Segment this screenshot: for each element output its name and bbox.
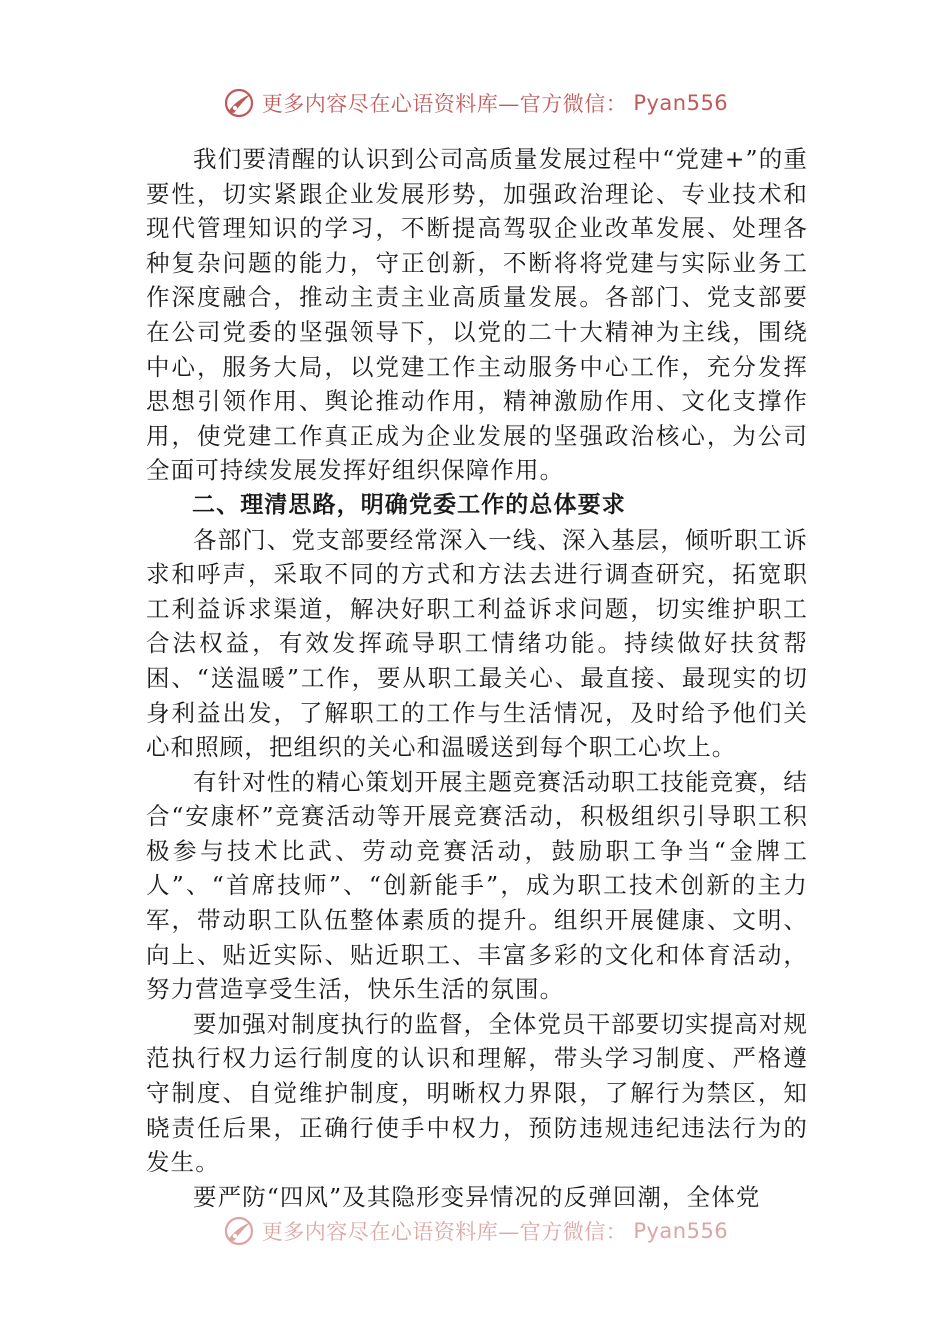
watermark-text: 更多内容尽在心语资料库—官方微信：	[261, 1220, 628, 1244]
footer-watermark	[0, 1214, 950, 1248]
paragraph: 有针对性的精心策划开展主题竞赛活动职工技能竞赛，结合“安康杯”竞赛活动等开展竞赛活动，积极组织引导职工积极参与技术比武、劳动竞赛活动，鼓励职工争当“金牌工人”、“首席技师”、“创新能手”，成为职工技术创新的主力军，带动职工队伍整体素质的提升。组织开展健康、文明、向上、贴近实际、贴近职工、丰富多彩的文化和体育活动，努力营造享受生活，快乐生活的氛围。	[146, 767, 808, 1004]
watermark-id: Pyan556	[633, 1219, 729, 1243]
brush-logo-icon	[222, 1214, 256, 1248]
section-heading: 二、理清思路，明确党委工作的总体要求	[192, 491, 626, 518]
paragraph: 各部门、党支部要经常深入一线、深入基层，倾听职工诉求和呼声，采取不同的方式和方法去进行调查研究，拓宽职工利益诉求渠道，解决好职工利益诉求问题，切实维护职工合法权益，有效发挥疏导职工情绪功能。持续做好扶贫帮困、“送温暖”工作，要从职工最关心、最直接、最现实的切身利益出发，了解职工的工作与生活情况，及时给予他们关心和照顾，把组织的关心和温暖送到每个职工心坎上。	[146, 525, 808, 762]
document-body	[146, 142, 808, 1214]
paragraph: 我们要清醒的认识到公司高质量发展过程中“党建+”的重要性，切实紧跟企业发展形势，加强政治理论、专业技术和现代管理知识的学习，不断提高驾驭企业改革发展、处理各种复杂问题的能力，守正创新，不断将将党建与实际业务工作深度融合，推动主责主业高质量发展。各部门、党支部要在公司党委的坚强领导下，以党的二十大精神为主线，围绕中心，服务大局，以党建工作主动服务中心工作，充分发挥思想引领作用、舆论推动作用，精神激励作用、文化支撑作用，使党建工作真正成为企业发展的坚强政治核心，为公司全面可持续发展发挥好组织保障作用。	[146, 145, 808, 485]
header-watermark	[0, 86, 950, 120]
paragraph: 要严防“四风”及其隐形变异情况的反弹回潮，全体党	[193, 1182, 761, 1211]
watermark-text: 更多内容尽在心语资料库—官方微信：	[261, 92, 628, 116]
paragraph: 要加强对制度执行的监督，全体党员干部要切实提高对规范执行权力运行制度的认识和理解，带头学习制度、严格遵守制度、自觉维护制度，明晰权力界限，了解行为禁区，知晓责任后果，正确行使手中权力，预防违规违纪违法行为的发生。	[146, 1009, 808, 1177]
brush-logo-icon	[222, 86, 256, 120]
watermark-id: Pyan556	[633, 91, 729, 115]
